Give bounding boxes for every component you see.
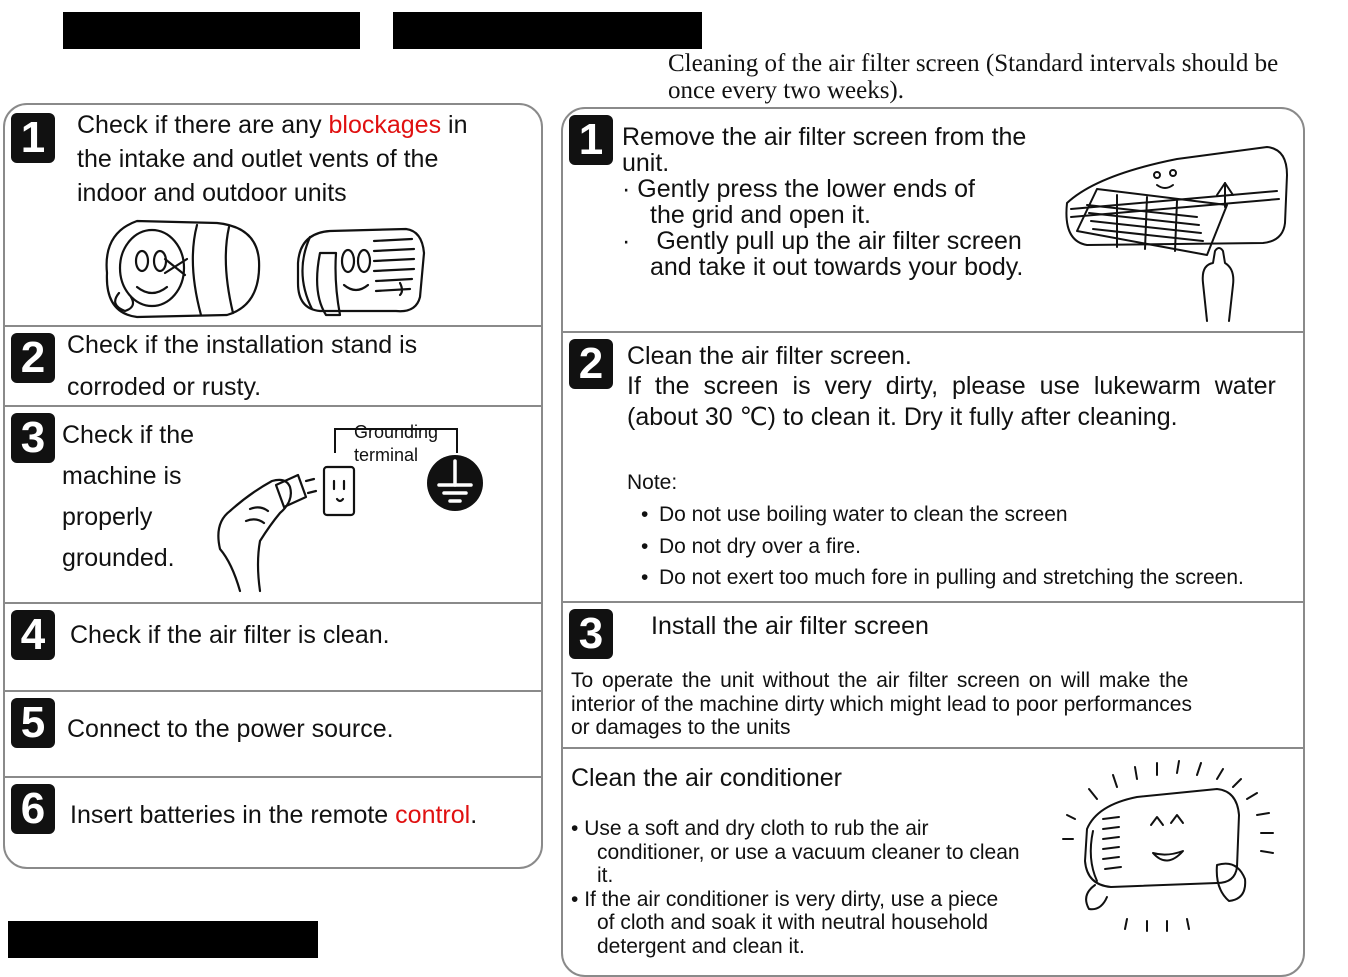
step-number-badge: 1 <box>569 115 613 165</box>
outdoor-unit-illustration <box>290 223 430 319</box>
filter-cleaning-heading <box>668 50 1278 104</box>
clean-ac-illustration <box>1067 769 1277 939</box>
filter-step-3-paragraph: To operate the unit without the air filter screen on will make the interior of the machine dirty which might lead to poor performances or damages to the units <box>571 669 1192 739</box>
checklist-step-5 <box>5 692 541 778</box>
note-item: • Do not dry over a fire. <box>637 531 1244 563</box>
clean-ac-bullets: • Use a soft and dry cloth to rub the air conditioner, or use a vacuum cleaner to clean it. • If the air conditioner is very dirty, use a piece of cloth and soak it with neutral household detergent and clean it. <box>571 817 1020 958</box>
step-number-badge: 2 <box>11 333 55 383</box>
left-checklist-panel <box>3 103 543 869</box>
checklist-step-4 <box>5 604 541 692</box>
highlight-blockages: blockages <box>328 111 442 139</box>
ac-filter-removal-illustration <box>1057 145 1297 321</box>
hand-plug-illustration <box>210 453 360 593</box>
note-list <box>637 499 1244 594</box>
heading-line-2: once every two weeks). <box>668 77 905 104</box>
note-item: • Do not exert too much fore in pulling and stretching the screen. <box>637 562 1244 594</box>
step-number-badge: 2 <box>569 339 613 389</box>
filter-step-2-title: Clean the air filter screen. <box>627 342 912 370</box>
highlight-control: control <box>395 801 471 829</box>
filter-step-2-paragraph: If the screen is very dirty, please use lukewarm water (about 30 ℃) to clean it. Dry it fully after cleaning. <box>627 372 1276 431</box>
checklist-step-6 <box>5 778 541 868</box>
checklist-step-2 <box>5 327 541 407</box>
step-number-badge: 4 <box>11 610 55 660</box>
indoor-unit-illustration <box>97 213 267 321</box>
checklist-step-3 <box>5 407 541 604</box>
clean-ac-title: Clean the air conditioner <box>571 764 842 792</box>
clean-ac-section <box>563 749 1303 977</box>
step-1-text: Check if there are any blockages in the intake and outlet vents of the indoor and outdoor units <box>77 111 468 207</box>
redacted-block-top-left <box>63 12 360 49</box>
filter-step-1-text: Remove the air filter screen from the unit. · Gently press the lower ends of the grid and open it. · Gently pull up the air filter screen and take it out towards your body. <box>622 123 1027 281</box>
step-number-badge: 3 <box>569 609 613 659</box>
filter-step-3-title: Install the air filter screen <box>651 612 929 640</box>
filter-step-3 <box>563 603 1303 749</box>
step-number-badge: 5 <box>11 698 55 748</box>
grounding-terminal-label: Grounding terminal <box>354 422 439 465</box>
step-number-badge: 3 <box>11 413 55 463</box>
ground-symbol-icon <box>425 451 485 515</box>
step-3-text: Check if the machine is properly grounded. <box>62 421 195 572</box>
redacted-block-bottom-left <box>8 921 318 958</box>
step-number-badge: 6 <box>11 784 55 834</box>
step-number-badge: 1 <box>11 113 55 163</box>
note-label: Note: <box>627 471 678 494</box>
right-filter-panel <box>561 107 1305 977</box>
filter-step-1 <box>563 109 1303 333</box>
step-5-text: Connect to the power source. <box>67 715 394 743</box>
step-2-text: Check if the installation stand is corroded or rusty. <box>67 331 418 401</box>
step-4-text: Check if the air filter is clean. <box>70 621 390 649</box>
redacted-block-top-middle <box>393 12 702 49</box>
step-6-text: Insert batteries in the remote control. <box>70 801 478 829</box>
checklist-step-1 <box>5 105 541 327</box>
heading-line-1: Cleaning of the air filter screen (Standard intervals should be <box>668 50 1279 77</box>
filter-step-2 <box>563 333 1303 603</box>
note-item: • Do not use boiling water to clean the screen <box>637 499 1244 531</box>
